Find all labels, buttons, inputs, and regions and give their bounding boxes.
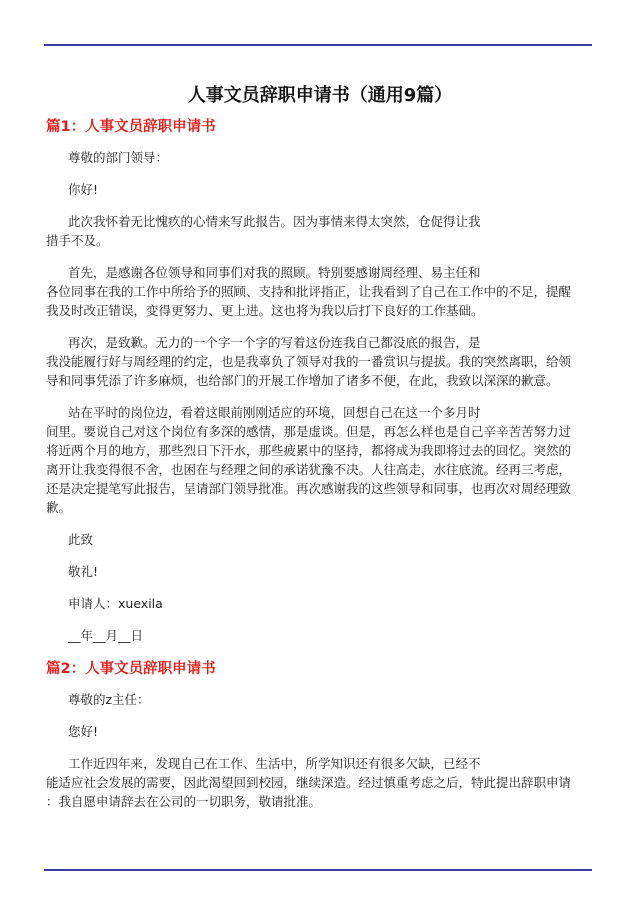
paragraph-line: 我没能履行好与周经理的约定，也是我辜负了领导对我的一番赏识与提拔。我的突然离职，给领 — [46, 354, 572, 369]
paragraph-line: 尊敬的z主任： — [68, 692, 150, 707]
paragraph — [46, 403, 594, 517]
paragraph-line: 歉。 — [46, 500, 72, 515]
paragraph-line: 我及时改正错误，变得更努力、更上进。这也将为我以后打下良好的工作基础。 — [46, 303, 484, 318]
paragraph — [46, 690, 594, 709]
document-body — [46, 84, 594, 824]
sections — [46, 116, 594, 811]
paragraph-line: __年__月__日 — [68, 628, 144, 643]
paragraph-line: 此次我怀着无比愧疚的心情来写此报告。因为事情来得太突然，仓促得让我 — [68, 214, 481, 229]
paragraph-line: 各位同事在我的工作中所给予的照顾、支持和批评指正，让我看到了自己在工作中的不足，提醒 — [46, 284, 572, 299]
paragraph-line: 将近两个月的地方，那些烈日下汗水，那些疲累中的坚持，都将成为我即将过去的回忆。突然的 — [46, 443, 572, 458]
paragraph — [46, 148, 594, 167]
paragraph-line: 离开让我变得很不舍，也困在与经理之间的承诺犹豫不决。人往高走，水往底流。经再三考虑， — [46, 462, 572, 477]
paragraph-line: 敬礼! — [68, 564, 99, 579]
paragraph — [46, 594, 594, 613]
paragraph-line: 您好! — [68, 724, 99, 739]
paragraph-line: 申请人：xuexila — [68, 596, 163, 611]
paragraph-line: 间里。要说自己对这个岗位有多深的感情，那是虚谈。但是，再怎么样也是自己辛辛苦苦努力过 — [46, 424, 572, 439]
section-heading: 篇1：人事文员辞职申请书 — [46, 119, 216, 135]
paragraph-line: 再次，是致歉。无力的一个字一个字的写着这份连我自己都没底的报告，是 — [68, 335, 481, 350]
paragraph — [46, 530, 594, 549]
paragraph — [46, 754, 594, 811]
section-1 — [46, 116, 594, 645]
bottom-rule — [44, 869, 592, 871]
top-rule — [44, 44, 592, 46]
paragraph — [46, 180, 594, 199]
paragraph-line: 尊敬的部门领导： — [68, 150, 169, 165]
paragraph — [46, 263, 594, 320]
paragraph — [46, 562, 594, 581]
paragraph-line: 还是决定提笔写此报告，呈请部门领导批准。再次感谢我的这些领导和同事，也再次对周经理致 — [46, 481, 572, 496]
paragraph-line: 你好! — [68, 182, 99, 197]
paragraph-line: 工作近四年来，发现自己在工作、生活中，所学知识还有很多欠缺，已经不 — [68, 756, 481, 771]
paragraph — [46, 333, 594, 390]
paragraph-line: ：我自愿申请辞去在公司的一切职务，敬请批准。 — [46, 794, 322, 809]
paragraph — [46, 626, 594, 645]
paragraph-line: 措手不及。 — [46, 233, 109, 248]
paragraph-line: 此致 — [68, 532, 94, 547]
paragraph-line: 站在平时的岗位边，看着这眼前刚刚适应的环境，回想自己在这一个多月时 — [68, 405, 481, 420]
paragraph — [46, 722, 594, 741]
paragraph-line: 导和同事凭添了许多麻烦，也给部门的开展工作增加了诸多不便，在此，我致以深深的歉意。 — [46, 373, 559, 388]
section-2 — [46, 658, 594, 811]
section-heading: 篇2：人事文员辞职申请书 — [46, 661, 216, 677]
paragraph-line: 能适应社会发展的需要，因此渴望回到校园，继续深造。经过慎重考虑之后，特此提出辞职申请 — [46, 775, 572, 790]
paragraph-line: 首先，是感谢各位领导和同事们对我的照顾。特别要感谢周经理、易主任和 — [68, 265, 481, 280]
document-title: 人事文员辞职申请书（通用9篇） — [187, 85, 453, 106]
paragraph — [46, 212, 594, 250]
